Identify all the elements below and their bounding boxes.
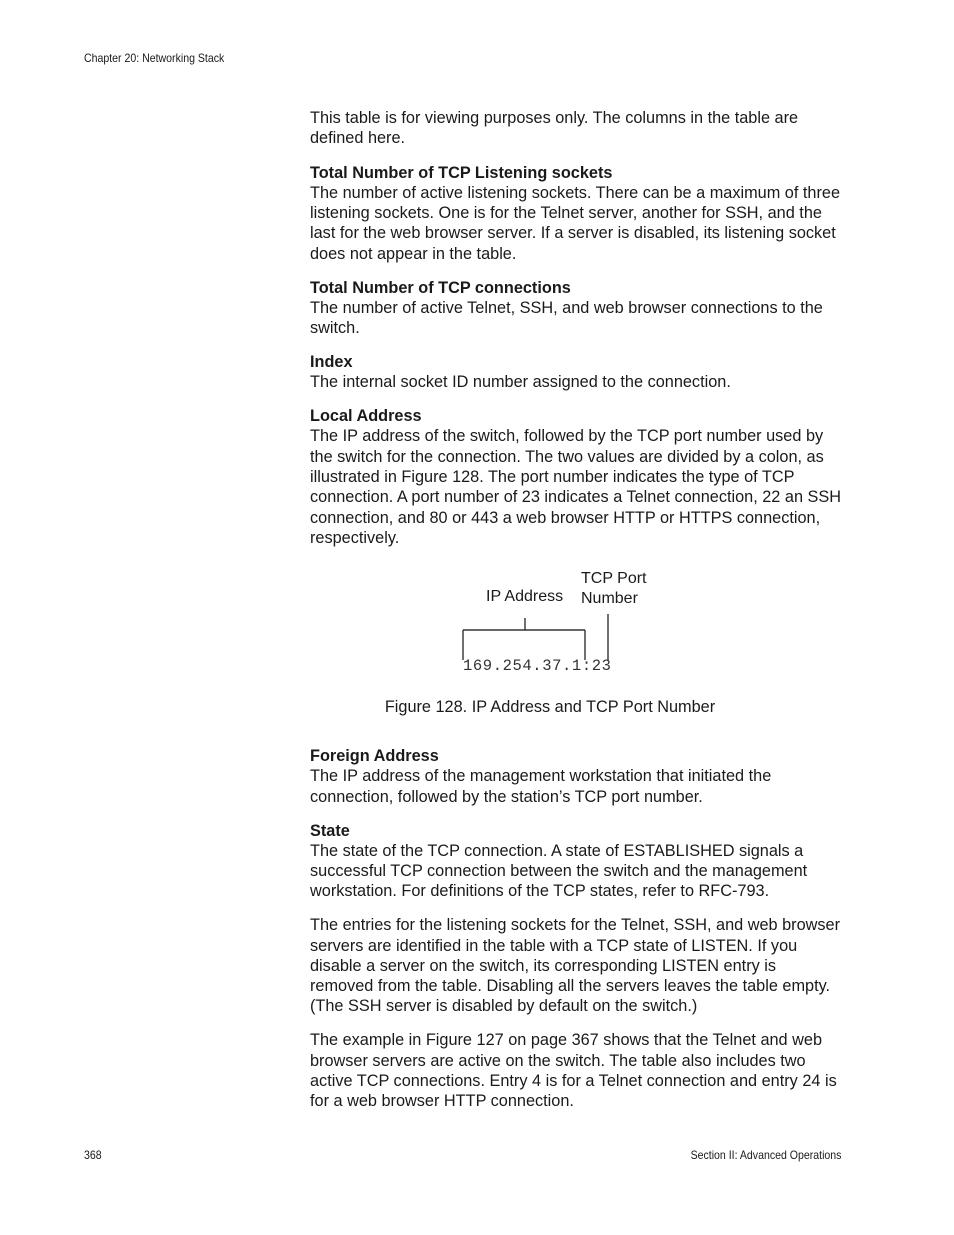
definition-body: The IP address of the switch, followed by the TCP port number used by the switch for the connection. The two values are divided by a colon, as illustrated in Figure 128. The port number indicates the type of TCP connection. A port number of 23 indicates a Telnet connection, 22 an SSH connection, and 80 or 443 a web browser HTTP or HTTPS connection, respectively. bbox=[310, 427, 841, 547]
figure-tcp-port-label-line2: Number bbox=[581, 590, 638, 608]
main-content bbox=[310, 108, 842, 1125]
figure-tcp-port-label-line1: TCP Port bbox=[581, 570, 647, 588]
definition-body: The state of the TCP connection. A state of ESTABLISHED signals a successful TCP connection between the switch and the management workstation. For definitions of the TCP states, refer to RFC-793. bbox=[310, 841, 808, 901]
definition-term: State bbox=[310, 821, 350, 840]
definition-term: Total Number of TCP connections bbox=[310, 278, 571, 297]
definition-term: Total Number of TCP Listening sockets bbox=[310, 163, 613, 182]
definition-body: The IP address of the management workstation that initiated the connection, followed by the station’s TCP port number. bbox=[310, 767, 772, 806]
definition-total-connections bbox=[310, 278, 842, 339]
definition-body: The internal socket ID number assigned to the connection. bbox=[310, 373, 731, 392]
definition-total-listening-sockets bbox=[310, 163, 842, 264]
running-head-chapter: Chapter 20: Networking Stack bbox=[84, 51, 225, 65]
figure-ip-address-port bbox=[310, 569, 842, 689]
figure-ip-address-label: IP Address bbox=[486, 588, 564, 606]
definition-body: The number of active Telnet, SSH, and web browser connections to the switch. bbox=[310, 298, 823, 338]
figure-caption: Figure 128. IP Address and TCP Port Number bbox=[384, 698, 716, 717]
definition-term: Index bbox=[310, 352, 353, 371]
definition-index bbox=[310, 352, 842, 393]
intro-paragraph: This table is for viewing purposes only. The columns in the table are defined here. bbox=[310, 109, 799, 148]
definition-body: The number of active listening sockets. There can be a maximum of three listening sockets. One is for the Telnet server, another for SSH, and the last for the web browser server. If a server is disabled, its listening socket does not appear in the table. bbox=[310, 183, 840, 263]
definition-state bbox=[310, 821, 842, 902]
footer-section-title: Section II: Advanced Operations bbox=[690, 1148, 841, 1162]
definition-term: Local Address bbox=[310, 407, 422, 426]
definition-term: Foreign Address bbox=[310, 747, 439, 766]
paragraph-example: The example in Figure 127 on page 367 shows that the Telnet and web browser servers are active on the switch. The table also includes two active TCP connections. Entry 4 is for a Telnet connection and entry 24 is for a web browser HTTP connection. bbox=[310, 1031, 837, 1111]
paragraph-listening-sockets: The entries for the listening sockets for the Telnet, SSH, and web browser servers are identified in the table with a TCP state of LISTEN. If you disable a server on the switch, its corresponding LISTEN entry is removed from the table. Disabling all the servers leaves the table empty. (The SSH server is disabled by default on the switch.) bbox=[310, 916, 841, 1016]
page-number: 368 bbox=[84, 1148, 102, 1162]
figure-tcp-port-label bbox=[581, 569, 647, 609]
definition-local-address bbox=[310, 406, 842, 548]
figure-address-value: 169.254.37.1:23 bbox=[463, 657, 612, 676]
definition-foreign-address bbox=[310, 746, 842, 807]
